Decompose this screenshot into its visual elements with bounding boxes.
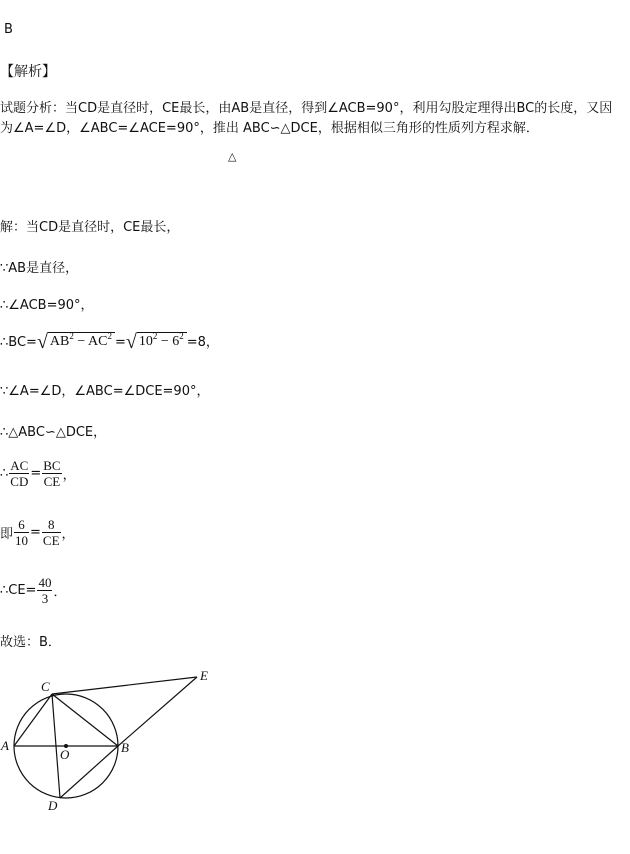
- solution-step-9: [0, 575, 66, 606]
- label-a: A: [1, 738, 9, 753]
- frac-den: CE: [42, 533, 60, 548]
- frac-den: CE: [43, 474, 61, 489]
- solution-step-7: [0, 458, 76, 489]
- rad2-exp1: 2: [152, 331, 158, 341]
- solution-step-6: ∴△ABC∽△DCE，: [0, 425, 107, 440]
- frac-den: CD: [10, 474, 29, 489]
- conclusion: 故选：B．: [0, 635, 61, 650]
- radical-1: √ $AB^2 - AC^2$: [37, 331, 115, 354]
- fraction-ac-cd: [9, 458, 29, 489]
- frac-num: 8: [42, 517, 61, 533]
- segment-cb: [52, 694, 118, 746]
- segment-ce: [52, 677, 197, 694]
- solution-step-1: 解：当CD是直径时，CE最长，: [0, 220, 180, 235]
- segment-be: [118, 677, 197, 746]
- frac-num: BC: [43, 458, 61, 473]
- s4-suffix: =8，: [186, 335, 219, 350]
- rad1-term1: AB: [49, 334, 70, 349]
- s8-suffix: ，: [61, 527, 75, 542]
- solution-step-5: ∵∠A=∠D，∠ABC=∠DCE=90°，: [0, 384, 210, 399]
- rad1-term2: − AC: [73, 334, 108, 349]
- frac-den: 3: [41, 591, 49, 606]
- analysis-line-2: 为∠A=∠D，∠ABC=∠ACE=90°，推出 ABC∽△DCE，根据相似三角形的性质列方程求解．: [0, 121, 539, 136]
- s7-prefix: ∴: [0, 466, 9, 481]
- frac-den: 10: [15, 533, 29, 548]
- solution-step-2: ∵AB是直径，: [0, 261, 79, 276]
- analysis-line-1: 试题分析：当CD是直径时，CE最长，由AB是直径，得到∠ACB=90°，利用勾股定理得出BC的长度，又因: [0, 101, 613, 116]
- frac-num: 6: [14, 517, 29, 533]
- label-b: B: [121, 740, 129, 755]
- frac-num: 40: [38, 575, 52, 590]
- label-c: C: [41, 679, 50, 694]
- label-d: D: [48, 798, 58, 813]
- s7-suffix: ，: [62, 468, 76, 483]
- s4-prefix: ∴BC=: [0, 335, 37, 350]
- s9-prefix: ∴CE=: [0, 583, 37, 598]
- rad2-exp2: 2: [179, 331, 184, 341]
- s8-equals: =: [30, 525, 41, 540]
- radical-2: √ $10^2 - 6^2$: [126, 331, 187, 354]
- analysis-header: 【解析】: [0, 64, 56, 80]
- rad2-term2: − 6: [157, 334, 180, 349]
- rad1-exp1: 2: [69, 331, 74, 341]
- fraction-8-ce: [42, 517, 61, 548]
- geometry-figure: [0, 660, 230, 820]
- answer-letter: B: [4, 22, 13, 37]
- s7-equals: =: [30, 466, 42, 481]
- frac-num: AC: [10, 458, 29, 473]
- stray-triangle-symbol: △: [228, 150, 237, 163]
- label-o: O: [60, 747, 70, 762]
- fraction-bc-ce: [42, 458, 61, 489]
- fraction-40-3: [37, 575, 52, 606]
- fraction-6-10: [14, 517, 29, 548]
- segment-ac: [14, 694, 52, 746]
- rad1-exp2: 2: [107, 331, 112, 341]
- solution-step-4: [0, 331, 219, 354]
- rad2-term1: 10: [138, 334, 153, 349]
- solution-step-8: [0, 517, 75, 548]
- s9-suffix: ．: [53, 585, 67, 600]
- s8-prefix: 即: [0, 527, 14, 542]
- s4-equals: =: [114, 335, 126, 350]
- solution-step-3: ∴∠ACB=90°，: [0, 298, 94, 313]
- label-e: E: [200, 668, 208, 683]
